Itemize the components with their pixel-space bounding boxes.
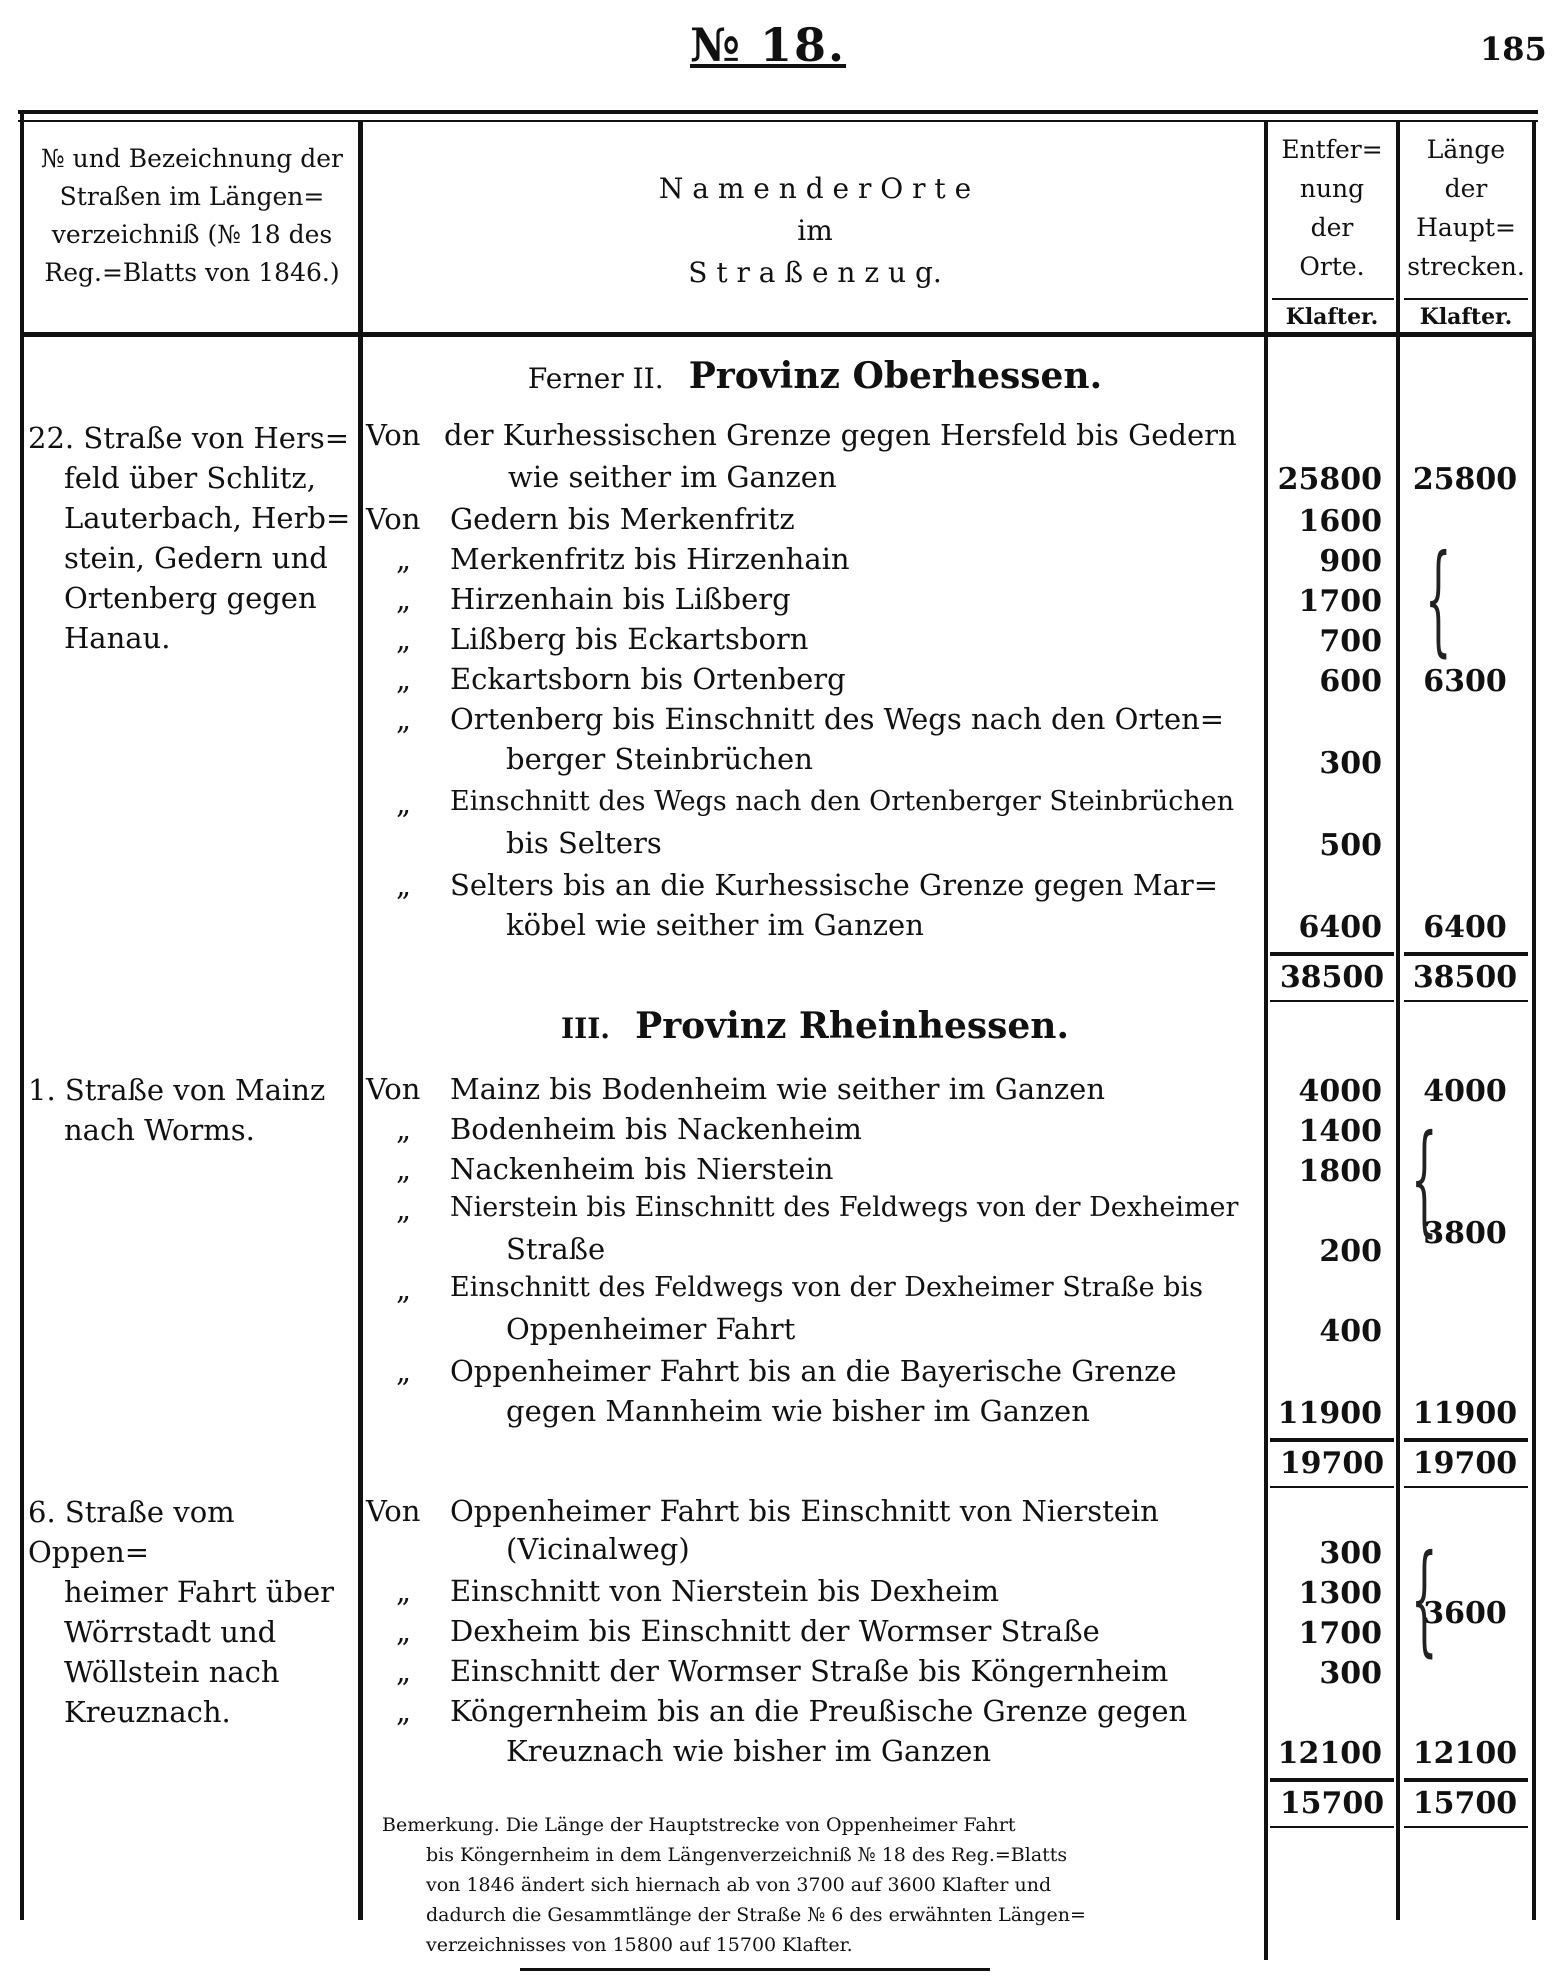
col3-header-line: Entfer= <box>1281 135 1383 164</box>
total-rule <box>1404 1438 1528 1442</box>
row-prefix: „ <box>396 1614 412 1648</box>
total-rule <box>1270 1778 1394 1782</box>
road-label-line: Hanau. <box>64 621 171 655</box>
row-text: Merkenfritz bis Hirzenhain <box>450 542 850 576</box>
total-main-length: 19700 <box>1412 1446 1518 1481</box>
distance-value: 300 <box>1319 1536 1382 1571</box>
document-number: № 18. <box>690 18 847 72</box>
footer-rule <box>520 1968 990 1971</box>
road-label-line: Lauterbach, Herb= <box>64 501 351 535</box>
col2-header-line: S t r a ß e n z u g. <box>688 256 942 289</box>
col4-header <box>1402 130 1530 286</box>
row-prefix: „ <box>396 1272 412 1306</box>
row-text: Einschnitt der Wormser Straße bis Köngernheim <box>450 1654 1169 1688</box>
row-text: Nierstein bis Einschnitt des Feldwegs von der Dexheimer <box>450 1192 1239 1223</box>
road-label-line: heimer Fahrt über <box>64 1575 334 1609</box>
row-text: Oppenheimer Fahrt bis Einschnitt von Nierstein <box>450 1494 1159 1528</box>
road-1-label <box>28 1070 358 1150</box>
col3-unit: Klafter. <box>1285 304 1379 330</box>
distance-value: 900 <box>1319 544 1382 579</box>
total-main-length: 38500 <box>1412 960 1518 995</box>
row-prefix: „ <box>396 1574 412 1608</box>
col2-header-line: im <box>797 214 833 247</box>
row-text: Köngernheim bis an die Preußische Grenze gegen <box>450 1694 1188 1728</box>
row-text: Nackenheim bis Nierstein <box>450 1152 834 1186</box>
row-prefix: „ <box>396 1654 412 1688</box>
col4-unit: Klafter. <box>1419 304 1513 330</box>
total-distance: 38500 <box>1279 960 1385 995</box>
road-label-line: 22. Straße von Hers= <box>28 421 349 455</box>
distance-value: 1400 <box>1298 1114 1382 1149</box>
unit-line-col3 <box>1272 298 1394 300</box>
distance-value: 700 <box>1319 624 1382 659</box>
section-prefix: III. <box>561 1012 611 1045</box>
row-text: wie seither im Ganzen <box>508 460 837 494</box>
row-prefix: „ <box>396 786 412 820</box>
table-right-border <box>1532 120 1536 1920</box>
road-label-line: Ortenberg gegen <box>64 581 317 615</box>
total-rule <box>1270 1826 1394 1828</box>
distance-value: 1300 <box>1298 1576 1382 1611</box>
row-text: Dexheim bis Einschnitt der Wormser Straße <box>450 1614 1100 1648</box>
row-prefix: Von <box>366 1494 421 1528</box>
row-text: gegen Mannheim wie bisher im Ganzen <box>506 1394 1090 1428</box>
main-length-value: 4000 <box>1423 1074 1507 1109</box>
note-line: von 1846 ändert sich hiernach ab von 3700 auf 3600 Klafter und <box>426 1874 1052 1896</box>
row-prefix: „ <box>396 1152 412 1186</box>
section-heading-rheinhessen <box>370 1005 1260 1047</box>
table-top-rule-thin <box>18 120 1538 122</box>
row-text: Einschnitt von Nierstein bis Dexheim <box>450 1574 1000 1608</box>
total-rule <box>1270 952 1394 956</box>
row-prefix: Von <box>366 1072 421 1106</box>
row-text: Bodenheim bis Nackenheim <box>450 1112 862 1146</box>
row-text: Oppenheimer Fahrt bis an die Bayerische Grenze <box>450 1354 1177 1388</box>
row-text: Ortenberg bis Einschnitt des Wegs nach den Orten= <box>450 702 1225 736</box>
col4-header-line: strecken. <box>1407 252 1525 281</box>
distance-value: 11900 <box>1277 1396 1382 1431</box>
brace-icon: { <box>1410 1110 1438 1249</box>
row-prefix: Von <box>366 502 421 536</box>
distance-value: 300 <box>1319 746 1382 781</box>
row-prefix: „ <box>396 702 412 736</box>
road-label-line: Kreuznach. <box>64 1695 231 1729</box>
row-text: Eckartsborn bis Ortenberg <box>450 662 846 696</box>
col1-header-line: Reg.=Blatts von 1846.) <box>44 258 340 287</box>
road-label-line: 1. Straße von Mainz <box>28 1073 326 1107</box>
distance-value: 500 <box>1319 828 1382 863</box>
main-length-value: 6300 <box>1423 664 1507 699</box>
distance-value: 1700 <box>1298 584 1382 619</box>
row-prefix: „ <box>396 1354 412 1388</box>
row-text: der Kurhessischen Grenze gegen Hersfeld bis Gedern <box>444 418 1237 452</box>
section-prefix: Ferner II. <box>527 362 664 395</box>
note-line: dadurch die Gesammtlänge der Straße № 6 des erwähnten Längen= <box>426 1904 1086 1926</box>
main-length-value: 11900 <box>1412 1396 1518 1431</box>
col2-header-line: N a m e n d e r O r t e <box>658 172 972 205</box>
distance-value: 400 <box>1319 1314 1382 1349</box>
road-label-line: feld über Schlitz, <box>64 461 316 495</box>
row-prefix: „ <box>396 1694 412 1728</box>
col1-header-line: Straßen im Längen= <box>59 182 325 211</box>
row-text: köbel wie seither im Ganzen <box>506 908 924 942</box>
distance-value: 12100 <box>1277 1736 1382 1771</box>
distance-value: 25800 <box>1277 462 1382 497</box>
col2-header <box>370 168 1260 294</box>
brace-icon: { <box>1424 530 1452 669</box>
row-text: Gedern bis Merkenfritz <box>450 502 795 536</box>
distance-value: 300 <box>1319 1656 1382 1691</box>
col1-header-line: verzeichniß (№ 18 des <box>51 220 333 249</box>
distance-value: 4000 <box>1298 1074 1382 1109</box>
col3-header <box>1270 130 1394 286</box>
total-rule <box>1404 1778 1528 1782</box>
row-text: Mainz bis Bodenheim wie seither im Ganzen <box>450 1072 1105 1106</box>
row-prefix: „ <box>396 1192 412 1226</box>
col3-header-line: der <box>1310 213 1354 242</box>
distance-value: 200 <box>1319 1234 1382 1269</box>
main-length-value: 6400 <box>1423 910 1507 945</box>
row-text: Straße <box>506 1232 606 1266</box>
note-line: Bemerkung. Die Länge der Hauptstrecke von Oppenheimer Fahrt <box>382 1814 1016 1836</box>
total-rule <box>1404 1000 1528 1002</box>
road-label-line: 6. Straße vom Oppen= <box>28 1495 235 1569</box>
col1-header <box>28 140 356 292</box>
section-title: Provinz Oberhessen. <box>688 355 1103 397</box>
row-text: (Vicinalweg) <box>506 1532 690 1566</box>
brace-icon: { <box>1410 1530 1438 1669</box>
total-rule <box>1404 952 1528 956</box>
main-length-value: 3800 <box>1423 1216 1507 1251</box>
road-label-line: nach Worms. <box>64 1113 255 1147</box>
total-distance: 15700 <box>1279 1786 1385 1821</box>
row-text: Kreuznach wie bisher im Ganzen <box>506 1734 992 1768</box>
note-line: verzeichnisses von 15800 auf 15700 Klafter. <box>426 1934 853 1956</box>
col1-divider <box>358 120 363 1920</box>
road-6-label <box>28 1492 358 1732</box>
distance-value: 1700 <box>1298 1616 1382 1651</box>
total-main-length: 15700 <box>1412 1786 1518 1821</box>
row-text: Selters bis an die Kurhessische Grenze gegen Mar= <box>450 868 1219 902</box>
main-length-value: 25800 <box>1412 462 1518 497</box>
table-top-rule <box>18 110 1538 114</box>
row-text: Hirzenhain bis Lißberg <box>450 582 791 616</box>
header-underline <box>24 332 1534 337</box>
table-left-border <box>20 110 24 1920</box>
total-rule <box>1270 1000 1394 1002</box>
road-label-line: Wöllstein nach <box>64 1655 280 1689</box>
total-rule <box>1270 1438 1394 1442</box>
row-text: bis Selters <box>506 826 662 860</box>
col1-header-line: № und Bezeichnung der <box>41 144 343 173</box>
remark-note <box>382 1810 1252 1960</box>
total-distance: 19700 <box>1279 1446 1385 1481</box>
section-title: Provinz Rheinhessen. <box>635 1005 1069 1047</box>
row-prefix: „ <box>396 542 412 576</box>
row-prefix: Von <box>366 418 421 452</box>
row-prefix: „ <box>396 1112 412 1146</box>
row-text: Einschnitt des Wegs nach den Ortenberger Steinbrüchen <box>450 786 1235 817</box>
row-prefix: „ <box>396 868 412 902</box>
col3-header-line: Orte. <box>1299 252 1365 281</box>
col3-divider <box>1396 120 1400 1920</box>
road-22-label <box>28 418 358 658</box>
section-heading-oberhessen <box>370 355 1260 397</box>
unit-line-col4 <box>1404 298 1528 300</box>
row-prefix: „ <box>396 582 412 616</box>
total-rule <box>1270 1486 1394 1488</box>
distance-value: 6400 <box>1298 910 1382 945</box>
distance-value: 600 <box>1319 664 1382 699</box>
col2-divider <box>1264 120 1268 1960</box>
col4-header-line: Länge <box>1426 135 1506 164</box>
note-line: bis Köngernheim in dem Längenverzeichniß № 18 des Reg.=Blatts <box>426 1844 1068 1866</box>
total-rule <box>1404 1826 1528 1828</box>
col4-header-line: der <box>1444 174 1488 203</box>
page-number: 185 <box>1480 30 1547 68</box>
main-length-value: 12100 <box>1412 1736 1518 1771</box>
row-text: Lißberg bis Eckartsborn <box>450 622 809 656</box>
col3-header-line: nung <box>1299 174 1365 203</box>
row-text: Einschnitt des Feldwegs von der Dexheimer Straße bis <box>450 1272 1203 1303</box>
col4-header-line: Haupt= <box>1416 213 1516 242</box>
distance-value: 1800 <box>1298 1154 1382 1189</box>
distance-value: 1600 <box>1298 504 1382 539</box>
row-prefix: „ <box>396 662 412 696</box>
main-length-value: 3600 <box>1423 1596 1507 1631</box>
road-label-line: Wörrstadt und <box>64 1615 277 1649</box>
row-text: berger Steinbrüchen <box>506 742 813 776</box>
row-prefix: „ <box>396 622 412 656</box>
road-label-line: stein, Gedern und <box>64 541 328 575</box>
row-text: Oppenheimer Fahrt <box>506 1312 796 1346</box>
total-rule <box>1404 1486 1528 1488</box>
